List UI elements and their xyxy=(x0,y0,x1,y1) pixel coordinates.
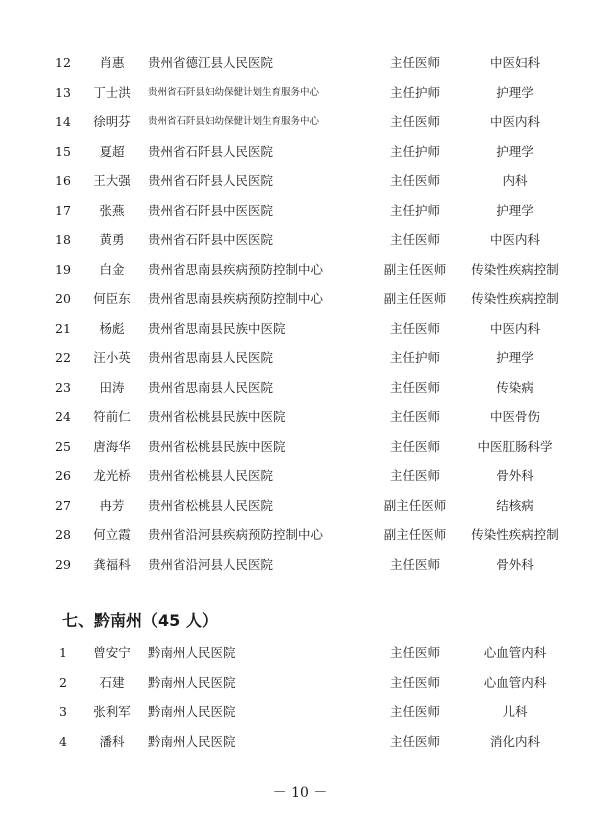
row-number: 3 xyxy=(59,704,67,719)
specialty: 传染性疾病控制 xyxy=(471,527,559,542)
row-number: 1 xyxy=(59,645,67,660)
person-name: 冉芳 xyxy=(99,497,125,513)
person-name: 何立霞 xyxy=(93,527,131,542)
row-number: 21 xyxy=(55,320,71,336)
institution: 贵州省德江县人民医院 xyxy=(148,55,274,70)
professional-title: 主任医师 xyxy=(389,55,440,70)
table-row xyxy=(0,317,600,341)
institution: 贵州省石阡县中医医院 xyxy=(148,202,274,218)
table-row xyxy=(0,405,600,429)
row-number: 17 xyxy=(55,202,71,218)
institution: 贵州省松桃县民族中医院 xyxy=(148,409,286,424)
page-number: － 10 － xyxy=(272,785,328,801)
institution: 黔南州人民医院 xyxy=(148,674,236,690)
professional-title: 主任护师 xyxy=(389,350,440,365)
table-row xyxy=(0,110,600,134)
table-row xyxy=(0,464,600,488)
table-row xyxy=(0,523,600,547)
institution: 贵州省思南县人民医院 xyxy=(148,350,274,365)
person-name: 丁士洪 xyxy=(93,84,131,100)
table-row xyxy=(0,228,600,252)
professional-title: 主任医师 xyxy=(389,379,440,395)
professional-title: 主任医师 xyxy=(389,556,440,572)
table-row xyxy=(0,435,600,459)
professional-title: 主任医师 xyxy=(389,645,440,660)
specialty: 中医内科 xyxy=(489,232,540,247)
person-name: 潘科 xyxy=(99,733,125,749)
table-row xyxy=(0,169,600,193)
person-name: 肖惠 xyxy=(99,55,125,70)
person-name: 夏超 xyxy=(99,143,125,159)
row-number: 19 xyxy=(55,261,71,277)
institution: 贵州省沿河县人民医院 xyxy=(148,556,274,572)
table-row xyxy=(0,376,600,400)
professional-title: 副主任医师 xyxy=(383,497,447,513)
row-number: 20 xyxy=(55,291,71,306)
professional-title: 主任医师 xyxy=(389,409,440,424)
specialty: 传染性疾病控制 xyxy=(471,291,559,306)
row-number: 14 xyxy=(55,114,71,129)
institution: 贵州省思南县民族中医院 xyxy=(148,320,286,336)
institution: 贵州省思南县疾病预防控制中心 xyxy=(148,261,324,277)
institution: 贵州省松桃县民族中医院 xyxy=(148,438,286,454)
person-name: 龙光桥 xyxy=(93,468,131,483)
specialty: 骨外科 xyxy=(496,468,534,483)
row-number: 24 xyxy=(55,409,71,424)
institution: 贵州省石阡县妇幼保健计划生育服务中心 xyxy=(148,86,320,98)
specialty: 内科 xyxy=(502,173,528,188)
person-name: 何臣东 xyxy=(93,291,131,306)
specialty: 护理学 xyxy=(496,202,534,218)
specialty: 儿科 xyxy=(502,704,528,719)
person-name: 张利军 xyxy=(93,704,131,719)
table-row xyxy=(0,287,600,311)
institution: 贵州省石阡县中医医院 xyxy=(148,232,274,247)
row-number: 25 xyxy=(55,438,71,454)
person-name: 唐海华 xyxy=(93,438,131,454)
row-number: 2 xyxy=(59,674,67,690)
specialty: 骨外科 xyxy=(496,556,534,572)
institution: 贵州省思南县疾病预防控制中心 xyxy=(148,291,324,306)
professional-title: 主任医师 xyxy=(389,468,440,483)
person-name: 张燕 xyxy=(99,202,125,218)
person-name: 杨彪 xyxy=(99,320,125,336)
institution: 黔南州人民医院 xyxy=(148,645,236,660)
table-row xyxy=(0,730,600,754)
table-row xyxy=(0,81,600,105)
specialty: 中医妇科 xyxy=(489,55,540,70)
institution: 贵州省思南县人民医院 xyxy=(148,379,274,395)
person-name: 石建 xyxy=(99,674,125,690)
row-number: 16 xyxy=(55,173,71,188)
specialty: 结核病 xyxy=(496,497,534,513)
person-name: 符前仁 xyxy=(93,409,131,424)
table-row xyxy=(0,494,600,518)
person-name: 王大强 xyxy=(93,173,131,188)
institution: 贵州省沿河县疾病预防控制中心 xyxy=(148,527,324,542)
table-row xyxy=(0,700,600,724)
person-name: 白金 xyxy=(99,261,125,277)
specialty: 传染病 xyxy=(496,379,534,395)
table-row xyxy=(0,553,600,577)
table-row xyxy=(0,199,600,223)
table-row xyxy=(0,258,600,282)
row-number: 28 xyxy=(55,527,71,542)
specialty: 中医骨伤 xyxy=(489,409,540,424)
professional-title: 主任医师 xyxy=(389,320,440,336)
table-row xyxy=(0,346,600,370)
specialty: 护理学 xyxy=(496,143,534,159)
professional-title: 副主任医师 xyxy=(383,527,447,542)
person-name: 龚福科 xyxy=(93,556,131,572)
professional-title: 主任医师 xyxy=(389,114,440,129)
institution: 黔南州人民医院 xyxy=(148,704,236,719)
row-number: 18 xyxy=(55,232,71,247)
table-row xyxy=(0,51,600,75)
table-row xyxy=(0,671,600,695)
professional-title: 主任医师 xyxy=(389,438,440,454)
table-row xyxy=(0,140,600,164)
professional-title: 主任护师 xyxy=(389,84,440,100)
specialty: 心血管内科 xyxy=(483,674,547,690)
professional-title: 主任医师 xyxy=(389,173,440,188)
person-name: 黄勇 xyxy=(99,232,125,247)
professional-title: 副主任医师 xyxy=(383,261,447,277)
specialty: 护理学 xyxy=(496,350,534,365)
specialty: 心血管内科 xyxy=(483,645,547,660)
row-number: 12 xyxy=(55,55,71,70)
person-name: 徐明芬 xyxy=(93,114,131,129)
institution: 贵州省石阡县妇幼保健计划生育服务中心 xyxy=(148,116,320,127)
specialty: 中医肛肠科学 xyxy=(477,438,553,454)
institution: 贵州省石阡县人民医院 xyxy=(148,143,274,159)
specialty: 护理学 xyxy=(496,84,534,100)
institution: 贵州省松桃县人民医院 xyxy=(148,468,274,483)
row-number: 4 xyxy=(59,733,67,749)
professional-title: 主任医师 xyxy=(389,733,440,749)
professional-title: 主任医师 xyxy=(389,704,440,719)
professional-title: 主任护师 xyxy=(389,143,440,159)
specialty: 中医内科 xyxy=(489,320,540,336)
section-title: 七、黔南州（45 人） xyxy=(62,611,218,630)
row-number: 15 xyxy=(55,143,71,159)
row-number: 26 xyxy=(55,468,71,483)
row-number: 23 xyxy=(55,379,71,395)
professional-title: 主任护师 xyxy=(389,202,440,218)
professional-title: 副主任医师 xyxy=(383,291,447,306)
person-name: 汪小英 xyxy=(93,350,131,365)
row-number: 27 xyxy=(55,497,71,513)
professional-title: 主任医师 xyxy=(389,232,440,247)
person-name: 曾安宁 xyxy=(93,645,131,660)
professional-title: 主任医师 xyxy=(389,674,440,690)
table-row xyxy=(0,641,600,665)
specialty: 中医内科 xyxy=(489,114,540,129)
institution: 贵州省松桃县人民医院 xyxy=(148,497,274,513)
person-name: 田涛 xyxy=(99,379,125,395)
specialty: 传染性疾病控制 xyxy=(471,261,559,277)
institution: 黔南州人民医院 xyxy=(148,733,236,749)
institution: 贵州省石阡县人民医院 xyxy=(148,173,274,188)
specialty: 消化内科 xyxy=(489,733,540,749)
row-number: 13 xyxy=(55,84,71,100)
row-number: 22 xyxy=(55,350,71,365)
row-number: 29 xyxy=(55,556,71,572)
